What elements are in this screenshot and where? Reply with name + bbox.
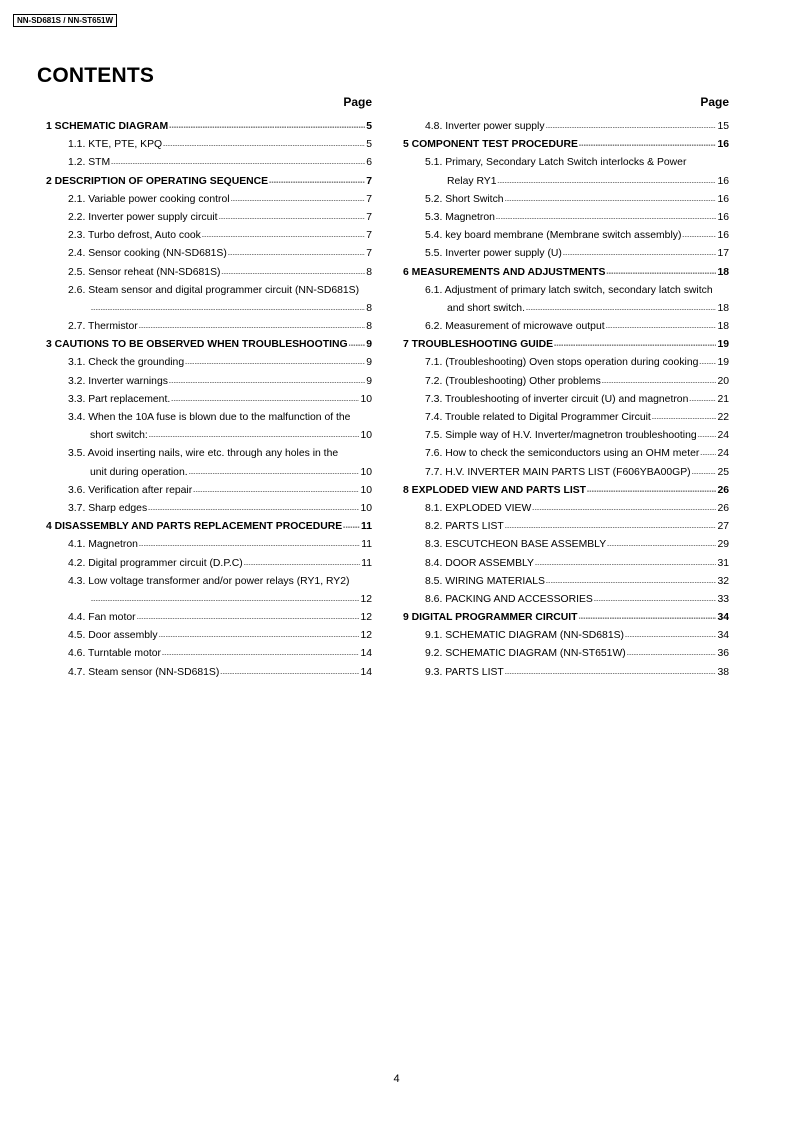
toc-entry-title: 2.2. Inverter power supply circuit [68,211,218,223]
toc-entry[interactable] [46,264,372,282]
dot-leader [269,174,365,192]
model-label: NN-SD681S / NN-ST651W [13,14,117,27]
toc-page-number: 7 [366,211,372,223]
dot-leader [579,610,717,628]
toc-entry-title: 7 TROUBLESHOOTING GUIDE [403,339,554,351]
toc-entry-title: 5.3. Magnetron [425,211,495,223]
toc-entry[interactable] [46,209,372,227]
toc-entry[interactable] [46,245,372,263]
toc-page-number: 19 [717,357,729,369]
dot-leader [627,646,717,664]
toc-page-number: 31 [717,557,729,569]
toc-entry[interactable] [46,518,372,536]
dot-leader [546,574,717,592]
toc-entry[interactable] [403,154,729,190]
toc-entry-title: 4.5. Door assembly [68,630,158,642]
dot-leader [689,392,716,410]
toc-entry-title: 8.5. WIRING MATERIALS [425,575,545,587]
toc-entry[interactable] [403,136,729,154]
toc-page-number: 20 [717,375,729,387]
toc-entry[interactable] [46,409,372,445]
dot-leader [505,192,717,210]
dot-leader [221,265,365,283]
toc-entry-title: short switch: [90,430,148,442]
toc-entry-title: 2.1. Variable power cooking control [68,193,230,205]
dot-leader [220,665,359,683]
dot-leader [652,410,717,428]
dot-leader [526,301,716,319]
toc-entries-left [46,118,372,682]
toc-entry[interactable] [403,336,729,354]
dot-leader [625,628,716,646]
toc-entry[interactable] [403,245,729,263]
dot-leader [343,519,360,537]
toc-entry[interactable] [403,536,729,554]
toc-entry[interactable] [403,227,729,245]
dot-leader [505,519,717,537]
toc-page-number: 32 [717,575,729,587]
toc-entry-title: 7.3. Troubleshooting of inverter circuit (U) and magnetron [425,393,689,405]
toc-entry[interactable] [46,354,372,372]
toc-entry-title: 7.2. (Troubleshooting) Other problems [425,375,601,387]
toc-entry-title: 9.2. SCHEMATIC DIAGRAM (NN-ST651W) [425,648,626,660]
toc-entry[interactable] [46,664,372,682]
toc-page-number: 9 [366,357,372,369]
toc-entry[interactable] [403,464,729,482]
toc-entry[interactable] [403,191,729,209]
toc-entry-title: 6.1. Adjustment of primary latch switch, secondary latch switch [425,284,713,296]
toc-entry-title: 4.1. Magnetron [68,539,138,551]
toc-page-number: 11 [361,557,372,569]
toc-page-number: 16 [717,139,729,151]
toc-entry[interactable] [403,664,729,682]
toc-entry[interactable] [46,118,372,136]
toc-entry-title: 3.6. Verification after repair [68,484,193,496]
toc-entry-title: 4.6. Turntable motor [68,648,161,660]
toc-entry[interactable] [403,500,729,518]
toc-page-number: 34 [717,630,729,642]
toc-entry-title: 8.6. PACKING AND ACCESSORIES [425,593,593,605]
toc-page-number: 7 [366,175,372,187]
toc-page-number: 10 [360,484,372,496]
dot-leader [563,246,717,264]
toc-page-number: 24 [717,448,729,460]
toc-entry-title: 5.2. Short Switch [425,193,504,205]
toc-entry-title: 3.3. Part replacement. [68,393,171,405]
toc-entry-title: 5.1. Primary, Secondary Latch Switch interlocks & Power [425,157,687,169]
toc-page-number: 16 [717,193,729,205]
toc-entry-title: 3.5. Avoid inserting nails, wire etc. through any holes in the [68,448,339,460]
toc-entry-title: 3.1. Check the grounding [68,357,185,369]
toc-page-number: 14 [360,666,372,678]
toc-entry-title: 4.4. Fan motor [68,612,136,624]
toc-page-number: 5 [366,139,372,151]
toc-page-number: 12 [360,593,372,605]
toc-entry-title: 1.2. STM [68,157,111,169]
toc-page-number: 10 [360,466,372,478]
toc-entry-title: 8.2. PARTS LIST [425,521,504,533]
toc-entry[interactable] [46,336,372,354]
toc-entry[interactable] [46,645,372,663]
toc-entry-title: 5.4. key board membrane (Membrane switch assembly) [425,230,682,242]
toc-entry[interactable] [46,536,372,554]
toc-entry-title: unit during operation. [90,466,188,478]
toc-page-number: 10 [360,393,372,405]
toc-entry[interactable] [403,609,729,627]
toc-page-number: 14 [360,648,372,660]
dot-leader [202,228,365,246]
toc-entries-right [403,118,729,682]
toc-entry[interactable] [46,282,372,318]
toc-entry-title: 1 SCHEMATIC DIAGRAM [46,121,169,132]
toc-page-number: 11 [361,539,372,551]
toc-entry[interactable] [403,209,729,227]
toc-page-number: 18 [717,266,729,278]
toc-entry-title: 4.3. Low voltage transformer and/or power relays (RY1, RY2) [68,575,350,587]
dot-leader [607,537,716,555]
toc-entry-title: 4.7. Steam sensor (NN-SD681S) [68,666,220,678]
toc-page-number: 24 [717,430,729,442]
dot-leader [185,355,365,373]
toc-page-number: 21 [717,393,729,405]
dot-leader [91,301,365,319]
toc-entry-title: 8 EXPLODED VIEW AND PARTS LIST [403,484,587,496]
toc-page-number: 19 [717,339,729,351]
toc-entry[interactable] [403,427,729,445]
toc-entry[interactable] [46,500,372,518]
toc-page-number: 12 [360,630,372,642]
toc-page-number: 8 [366,321,372,333]
toc-entry-title: 5.5. Inverter power supply (U) [425,248,562,260]
dot-leader [579,137,717,155]
toc-entry[interactable] [403,391,729,409]
toc-entry-title: 5 COMPONENT TEST PROCEDURE [403,139,578,151]
toc-entry[interactable] [46,609,372,627]
page-column-header: Page [700,95,729,109]
toc-entry[interactable] [46,373,372,391]
toc-entry-title: 9.3. PARTS LIST [425,666,504,678]
toc-page-number: 7 [366,230,372,242]
dot-leader [535,556,716,574]
toc-page-number: 12 [360,612,372,624]
page-column-header: Page [343,95,372,109]
toc-entry[interactable] [403,118,729,136]
toc-entry[interactable] [403,555,729,573]
toc-entry-title: 3.7. Sharp edges [68,502,148,514]
toc-page-number: 22 [717,412,729,423]
dot-leader [111,155,365,173]
toc-entry-title: 7.7. H.V. INVERTER MAIN PARTS LIST (F606YBA00GP) [425,466,691,478]
toc-entry[interactable] [403,573,729,591]
toc-entry-title: Relay RY1 [447,175,497,187]
toc-entry[interactable] [403,282,729,318]
page-number: 4 [393,1073,400,1085]
toc-entry-title: 3.2. Inverter warnings [68,375,168,387]
dot-leader [497,174,716,192]
dot-leader [171,392,359,410]
toc-entry-title: 9.1. SCHEMATIC DIAGRAM (NN-SD681S) [425,630,624,642]
dot-leader [587,483,716,501]
toc-page-number: 16 [717,211,729,223]
toc-entry-title: 7.5. Simple way of H.V. Inverter/magnetron troubleshooting [425,430,697,442]
toc-entry[interactable] [46,445,372,481]
toc-entry[interactable] [46,391,372,409]
dot-leader [139,319,366,337]
toc-entry[interactable] [403,645,729,663]
toc-entry[interactable] [46,482,372,500]
toc-page-number: 36 [717,648,729,660]
dot-leader [532,501,716,519]
toc-entry-title: 8.4. DOOR ASSEMBLY [425,557,534,569]
toc-entry[interactable] [46,191,372,209]
toc-entry-title: 6 MEASUREMENTS AND ADJUSTMENTS [403,266,606,278]
toc-page-number: 26 [717,502,729,514]
toc-entry[interactable] [46,573,372,609]
toc-entry-title: 4.2. Digital programmer circuit (D.P.C) [68,557,243,569]
dot-leader [91,592,359,610]
toc-entry[interactable] [403,482,729,500]
dot-leader [163,137,365,155]
dot-leader [606,265,716,283]
toc-page-number: 7 [366,248,372,260]
toc-entry[interactable] [46,136,372,154]
toc-page-number: 15 [717,121,729,132]
toc-page-number: 29 [717,539,729,551]
dot-leader [692,465,717,483]
dot-leader [682,228,716,246]
page-title: CONTENTS [37,64,155,87]
toc-right-column [403,95,729,682]
toc-entry-title: 1.1. KTE, PTE, KPQ [68,139,163,151]
toc-entry-title: 4.8. Inverter power supply [425,121,545,132]
dot-leader [162,646,359,664]
dot-leader [148,501,359,519]
toc-page-number: 18 [717,302,729,314]
dot-leader [231,192,366,210]
dot-leader [546,119,717,137]
dot-leader [698,428,717,446]
toc-page-number: 8 [366,266,372,278]
toc-page-number: 33 [717,593,729,605]
toc-page-number: 9 [366,375,372,387]
dot-leader [349,337,366,355]
toc-page-number: 9 [366,339,372,351]
toc-entry-title: 2.3. Turbo defrost, Auto cook [68,230,201,242]
toc-entry[interactable] [403,264,729,282]
dot-leader [602,374,717,392]
toc-entry-title: 2.5. Sensor reheat (NN-SD681S) [68,266,221,278]
dot-leader [228,246,365,264]
toc-entry[interactable] [403,354,729,372]
toc-entry[interactable] [46,173,372,191]
dot-leader [700,446,716,464]
dot-leader [159,628,360,646]
toc-entry[interactable] [403,373,729,391]
dot-leader [137,610,360,628]
toc-page-number: 10 [360,502,372,514]
toc-entry[interactable] [403,445,729,463]
dot-leader [169,374,365,392]
toc-entry[interactable] [403,409,729,427]
toc-page-number: 10 [360,430,372,442]
toc-entry-title: 2.4. Sensor cooking (NN-SD681S) [68,248,227,260]
toc-entry-title: 2.6. Steam sensor and digital programmer circuit (NN-SD681S) [68,284,360,296]
toc-entry[interactable] [403,518,729,536]
toc-entry[interactable] [46,555,372,573]
toc-entry-title: 7.6. How to check the semiconductors using an OHM meter [425,448,700,460]
toc-page-number: 18 [717,321,729,333]
dot-leader [169,119,365,137]
toc-entry[interactable] [403,318,729,336]
toc-entry-title: 8.1. EXPLODED VIEW [425,502,532,514]
toc-entry-title: 3.4. When the 10A fuse is blown due to the malfunction of the [68,412,351,423]
toc-page-number: 5 [366,121,372,132]
toc-entry-title: and short switch. [447,302,525,314]
toc-entry-title: 7.1. (Troubleshooting) Oven stops operation during cooking [425,357,699,369]
toc-page-number: 7 [366,193,372,205]
toc-page-number: 16 [717,175,729,187]
dot-leader [505,665,717,683]
toc-entry[interactable] [46,154,372,172]
toc-entry-title: 3 CAUTIONS TO BE OBSERVED WHEN TROUBLESHOOTING [46,339,348,351]
toc-entry-title: 2 DESCRIPTION OF OPERATING SEQUENCE [46,175,269,187]
toc-page-number: 38 [717,666,729,678]
dot-leader [699,355,716,373]
toc-page-number: 17 [717,248,729,260]
toc-page-number: 27 [717,521,729,533]
toc-entry-title: 7.4. Trouble related to Digital Programmer Circuit [425,412,651,423]
toc-page-number: 6 [366,157,372,169]
dot-leader [149,428,360,446]
dot-leader [244,556,360,574]
toc-page-number: 34 [717,612,729,624]
toc-entry[interactable] [46,627,372,645]
dot-leader [139,537,360,555]
dot-leader [496,210,717,228]
toc-entry-title: 9 DIGITAL PROGRAMMER CIRCUIT [403,612,578,624]
dot-leader [554,337,716,355]
toc-entry[interactable] [403,627,729,645]
toc-page-number: 25 [717,466,729,478]
dot-leader [606,319,717,337]
toc-page-number: 16 [717,230,729,242]
toc-left-column [46,95,372,682]
toc-page-number: 8 [366,302,372,314]
toc-entry-title: 2.7. Thermistor [68,321,138,333]
dot-leader [594,592,717,610]
dot-leader [193,483,359,501]
toc-entry-title: 6.2. Measurement of microwave output [425,321,605,333]
toc-page-number: 11 [361,521,372,533]
dot-leader [219,210,366,228]
toc-entry[interactable] [46,318,372,336]
dot-leader [189,465,360,483]
toc-entry[interactable] [46,227,372,245]
toc-entry-title: 8.3. ESCUTCHEON BASE ASSEMBLY [425,539,607,551]
toc-entry[interactable] [403,591,729,609]
toc-entry-title: 4 DISASSEMBLY AND PARTS REPLACEMENT PROCEDURE [46,521,343,533]
toc-page-number: 26 [717,484,729,496]
